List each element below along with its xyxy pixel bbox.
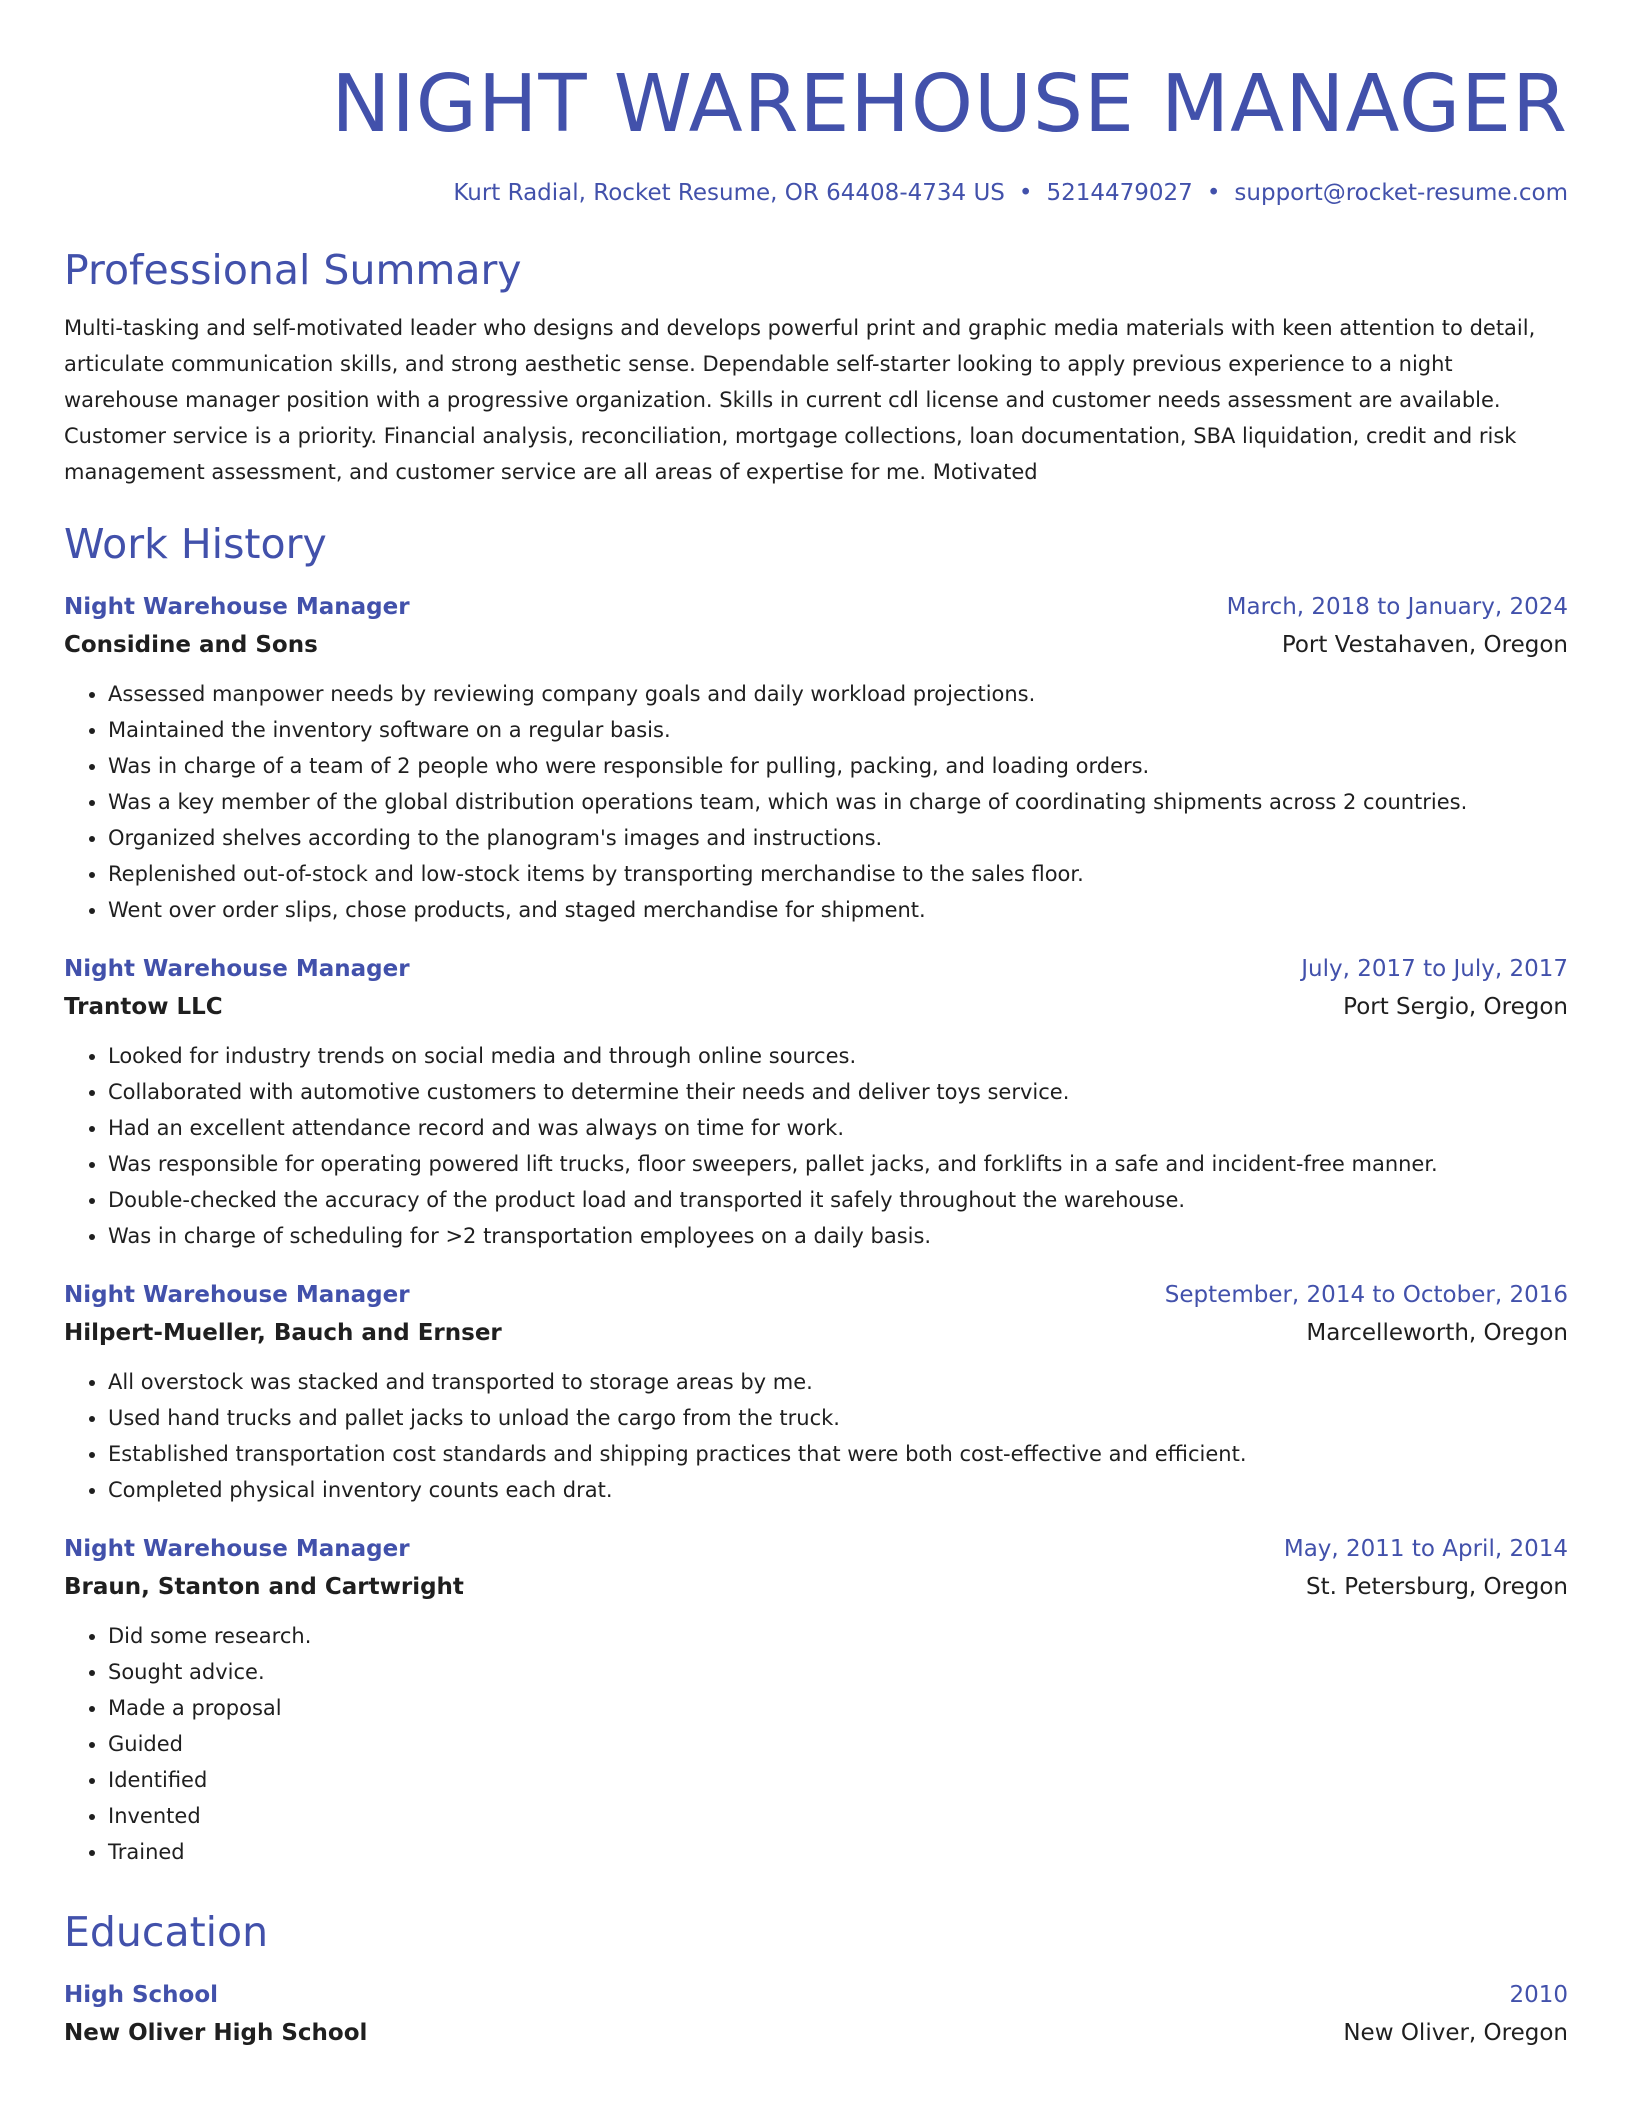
job-bullet: • Completed physical inventory counts each drat. bbox=[108, 1472, 1568, 1508]
job-dates: September, 2014 to October, 2016 bbox=[1164, 1282, 1568, 1308]
job-bullet: • Trained bbox=[108, 1834, 1568, 1870]
job-bullet: • Looked for industry trends on social media and through online sources. bbox=[108, 1038, 1568, 1074]
resume-header bbox=[64, 0, 1568, 208]
contact-email: support@rocket-resume.com bbox=[1234, 180, 1568, 206]
job-entry bbox=[64, 592, 1568, 928]
summary-heading: Professional Summary bbox=[64, 246, 522, 294]
job-location: Marcelleworth, Oregon bbox=[1306, 1320, 1568, 1346]
job-role: Night Warehouse Manager bbox=[64, 1282, 410, 1308]
education-degree: High School bbox=[64, 1982, 219, 2008]
job-bullet: • Sought advice. bbox=[108, 1654, 1568, 1690]
job-bullet: • Was a key member of the global distribution operations team, which was in charge of coordinating shipments across 2 countries. bbox=[108, 784, 1568, 820]
education-year: 2010 bbox=[1509, 1982, 1568, 2008]
job-bullet: • Assessed manpower needs by reviewing company goals and daily workload projections. bbox=[108, 676, 1568, 712]
contact-separator: • bbox=[1206, 180, 1221, 206]
job-entry bbox=[64, 954, 1568, 1254]
job-bullet: • Had an excellent attendance record and was always on time for work. bbox=[108, 1110, 1568, 1146]
work-history-heading: Work History bbox=[64, 520, 327, 568]
job-dates: July, 2017 to July, 2017 bbox=[1301, 956, 1568, 982]
job-bullet: • Established transportation cost standards and shipping practices that were both cost-effective and efficient. bbox=[108, 1436, 1568, 1472]
job-bullet: • Collaborated with automotive customers to determine their needs and deliver toys service. bbox=[108, 1074, 1568, 1110]
job-company: Considine and Sons bbox=[64, 632, 318, 658]
job-bullet: • Replenished out-of-stock and low-stock items by transporting merchandise to the sales floor. bbox=[108, 856, 1568, 892]
job-dates: May, 2011 to April, 2014 bbox=[1283, 1536, 1568, 1562]
job-role: Night Warehouse Manager bbox=[64, 956, 410, 982]
job-role: Night Warehouse Manager bbox=[64, 594, 410, 620]
job-company: Hilpert-Mueller, Bauch and Ernser bbox=[64, 1320, 502, 1346]
job-bullet: • Double-checked the accuracy of the product load and transported it safely throughout the warehouse. bbox=[108, 1182, 1568, 1218]
job-bullet: • Used hand trucks and pallet jacks to unload the cargo from the truck. bbox=[108, 1400, 1568, 1436]
job-entry bbox=[64, 1534, 1568, 1870]
job-bullet: • Went over order slips, chose products, and staged merchandise for shipment. bbox=[108, 892, 1568, 928]
job-dates: March, 2018 to January, 2024 bbox=[1226, 594, 1568, 620]
job-entry bbox=[64, 1280, 1568, 1508]
job-bullet: • Maintained the inventory software on a regular basis. bbox=[108, 712, 1568, 748]
job-location: St. Petersburg, Oregon bbox=[1306, 1574, 1568, 1600]
summary-text: Multi-tasking and self-motivated leader who designs and develops powerful print and graphic media materials with keen attention to detail, articulate communication skills, and strong aesthetic sense. Dependable self-starter looking to apply previous experience to a night warehouse manager position with a progressive organization. Skills in current cdl license and customer needs assessment are available. Customer service is a priority. Financial analysis, reconciliation, mortgage collections, loan documentation, SBA liquidation, credit and risk management assessment, and customer service are all areas of expertise for me. Motivated bbox=[64, 316, 1536, 484]
job-bullets bbox=[64, 1618, 1568, 1870]
job-company: Trantow LLC bbox=[64, 994, 223, 1020]
job-bullet: • Invented bbox=[108, 1798, 1568, 1834]
job-bullets bbox=[64, 1364, 1568, 1508]
contact-address: Kurt Radial, Rocket Resume, OR 64408-4734 US bbox=[453, 180, 1005, 206]
contact-phone: 5214479027 bbox=[1046, 180, 1193, 206]
contact-separator: • bbox=[1018, 180, 1033, 206]
job-bullet: • All overstock was stacked and transported to storage areas by me. bbox=[108, 1364, 1568, 1400]
contact-line bbox=[64, 178, 1568, 208]
job-location: Port Sergio, Oregon bbox=[1343, 994, 1568, 1020]
job-bullet: • Organized shelves according to the planogram's images and instructions. bbox=[108, 820, 1568, 856]
education-entry bbox=[64, 1980, 1568, 2048]
job-company: Braun, Stanton and Cartwright bbox=[64, 1574, 464, 1600]
education-school: New Oliver High School bbox=[64, 2020, 368, 2046]
resume-name: NIGHT WAREHOUSE MANAGER bbox=[331, 58, 1568, 150]
job-role: Night Warehouse Manager bbox=[64, 1536, 410, 1562]
education-location: New Oliver, Oregon bbox=[1343, 2020, 1568, 2046]
job-bullet: • Identified bbox=[108, 1762, 1568, 1798]
job-bullets bbox=[64, 676, 1568, 928]
job-bullet: • Was responsible for operating powered lift trucks, floor sweepers, pallet jacks, and forklifts in a safe and incident-free manner. bbox=[108, 1146, 1568, 1182]
job-bullet: • Guided bbox=[108, 1726, 1568, 1762]
job-bullet: • Was in charge of scheduling for >2 transportation employees on a daily basis. bbox=[108, 1218, 1568, 1254]
job-location: Port Vestahaven, Oregon bbox=[1281, 632, 1568, 658]
job-bullets bbox=[64, 1038, 1568, 1254]
job-bullet: • Did some research. bbox=[108, 1618, 1568, 1654]
job-bullet: • Was in charge of a team of 2 people who were responsible for pulling, packing, and loading orders. bbox=[108, 748, 1568, 784]
job-bullet: • Made a proposal bbox=[108, 1690, 1568, 1726]
education-heading: Education bbox=[64, 1908, 269, 1956]
